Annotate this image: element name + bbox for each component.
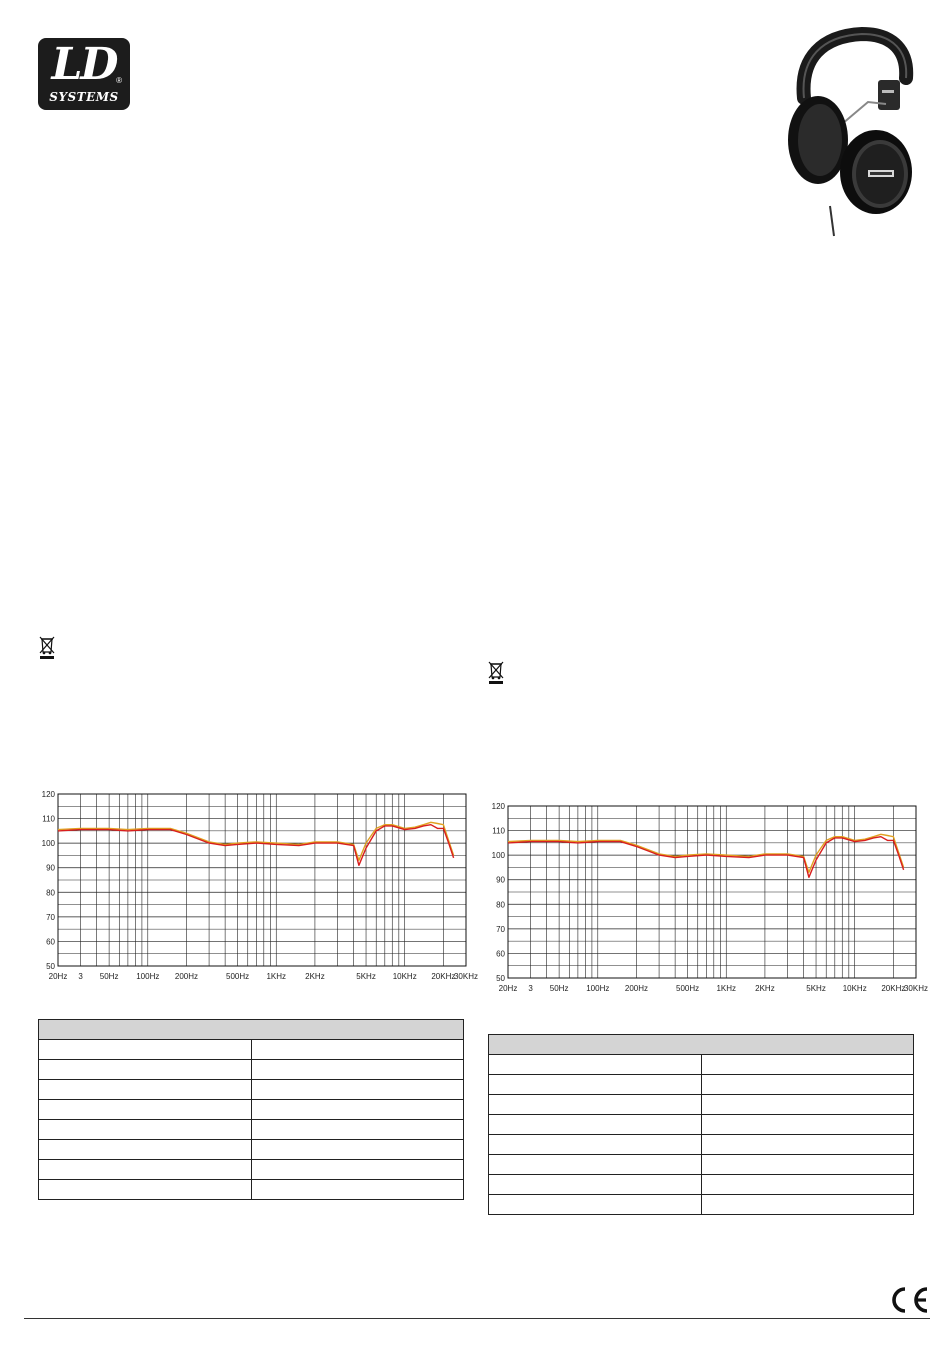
x-tick-label: 30KHz: [453, 972, 479, 981]
x-tick-label: 3: [78, 972, 83, 981]
x-tick-label: 100Hz: [136, 972, 160, 981]
spec-value-cell: [251, 1060, 464, 1080]
x-tick-label: 2KHz: [755, 984, 775, 993]
spec-value-cell: [251, 1100, 464, 1120]
x-tick-label: 20Hz: [498, 984, 518, 993]
specifications-table-left: [38, 1019, 464, 1200]
spec-label-cell: [489, 1195, 702, 1215]
x-tick-label: 30KHz: [903, 984, 929, 993]
spec-table-row: [489, 1055, 914, 1075]
spec-label-cell: [489, 1055, 702, 1075]
x-tick-label: 1KHz: [716, 984, 737, 993]
x-tick-label: 5KHz: [356, 972, 376, 981]
spec-label-cell: [489, 1075, 702, 1095]
footer-divider: [24, 1318, 930, 1319]
spec-label-cell: [39, 1120, 252, 1140]
spec-value-cell: [701, 1135, 914, 1155]
y-tick-label: 50: [46, 962, 55, 971]
series-line-1: [508, 834, 904, 872]
x-tick-label: 500Hz: [676, 984, 700, 993]
spec-table-row: [489, 1095, 914, 1115]
spec-table-header-row: [489, 1035, 914, 1055]
spec-value-cell: [251, 1080, 464, 1100]
spec-table-row: [489, 1175, 914, 1195]
spec-table-row: [39, 1120, 464, 1140]
y-tick-label: 110: [492, 826, 505, 836]
chart-grid: [508, 806, 916, 978]
logo-registered-mark: ®: [116, 76, 122, 85]
x-tick-label: 3: [528, 984, 533, 993]
x-tick-label: 200Hz: [624, 984, 649, 993]
x-tick-label: 50Hz: [549, 984, 569, 993]
x-tick-label: 200Hz: [174, 972, 199, 981]
spec-table-header-row: [39, 1020, 464, 1040]
y-tick-label: 90: [46, 863, 55, 873]
spec-label-cell: [489, 1155, 702, 1175]
x-tick-label: 500Hz: [226, 972, 250, 981]
spec-label-cell: [39, 1060, 252, 1080]
spec-table-row: [489, 1115, 914, 1135]
spec-label-cell: [489, 1135, 702, 1155]
y-tick-label: 90: [496, 875, 505, 885]
frequency-response-chart-right: [484, 802, 929, 1002]
spec-table-row: [39, 1040, 464, 1060]
x-tick-label: 50Hz: [99, 972, 119, 981]
spec-value-cell: [701, 1115, 914, 1135]
frequency-response-chart-left: [34, 790, 479, 990]
y-tick-label: 70: [496, 924, 505, 934]
ld-systems-logo: [38, 38, 130, 110]
spec-label-cell: [489, 1095, 702, 1115]
spec-value-cell: [701, 1155, 914, 1175]
chart-grid: [58, 794, 466, 966]
spec-label-cell: [39, 1080, 252, 1100]
x-tick-label: 10KHz: [392, 972, 417, 981]
x-tick-label: 2KHz: [305, 972, 325, 981]
y-tick-label: 100: [41, 839, 55, 849]
spec-table-row: [39, 1160, 464, 1180]
x-tick-label: 10KHz: [842, 984, 867, 993]
spec-table-row: [39, 1060, 464, 1080]
spec-value-cell: [251, 1120, 464, 1140]
spec-table-row: [39, 1140, 464, 1160]
spec-label-cell: [39, 1180, 252, 1200]
spec-value-cell: [251, 1040, 464, 1060]
x-tick-label: 1KHz: [266, 972, 287, 981]
y-tick-label: 120: [41, 790, 55, 799]
spec-table-header: [39, 1020, 464, 1040]
spec-label-cell: [39, 1040, 252, 1060]
logo-ld-text: LD: [51, 39, 117, 90]
spec-value-cell: [701, 1095, 914, 1115]
series-line-1: [58, 822, 454, 860]
y-tick-label: 120: [491, 802, 505, 811]
spec-value-cell: [251, 1180, 464, 1200]
y-tick-label: 80: [46, 888, 55, 898]
spec-table-row: [39, 1100, 464, 1120]
y-tick-label: 70: [46, 912, 55, 922]
logo-systems-text: SYSTEMS: [49, 90, 119, 104]
spec-value-cell: [701, 1175, 914, 1195]
spec-value-cell: [251, 1140, 464, 1160]
y-tick-label: 100: [491, 851, 505, 861]
x-tick-label: 20KHz: [881, 984, 906, 993]
y-tick-label: 80: [496, 900, 505, 910]
weee-crossed-bin-icon: [38, 635, 56, 659]
weee-crossed-bin-icon-2: [487, 660, 505, 684]
spec-value-cell: [701, 1195, 914, 1215]
x-tick-label: 20KHz: [431, 972, 456, 981]
spec-label-cell: [489, 1115, 702, 1135]
x-tick-label: 5KHz: [806, 984, 826, 993]
x-tick-label: 20Hz: [48, 972, 68, 981]
spec-table-row: [489, 1155, 914, 1175]
spec-label-cell: [39, 1100, 252, 1120]
headphones-product-image: [782, 28, 914, 240]
spec-value-cell: [701, 1075, 914, 1095]
spec-label-cell: [39, 1160, 252, 1180]
y-tick-label: 110: [42, 814, 55, 824]
y-tick-label: 50: [496, 974, 505, 983]
ce-mark-icon: [886, 1284, 930, 1316]
y-tick-label: 60: [46, 937, 55, 947]
spec-table-row: [489, 1135, 914, 1155]
spec-label-cell: [39, 1140, 252, 1160]
y-tick-label: 60: [496, 949, 505, 959]
specifications-table-right: [488, 1034, 914, 1215]
spec-table-row: [489, 1075, 914, 1095]
spec-value-cell: [701, 1055, 914, 1075]
spec-table-row: [39, 1080, 464, 1100]
spec-table-header: [489, 1035, 914, 1055]
spec-value-cell: [251, 1160, 464, 1180]
x-tick-label: 100Hz: [586, 984, 610, 993]
spec-table-row: [489, 1195, 914, 1215]
spec-table-row: [39, 1180, 464, 1200]
spec-label-cell: [489, 1175, 702, 1195]
